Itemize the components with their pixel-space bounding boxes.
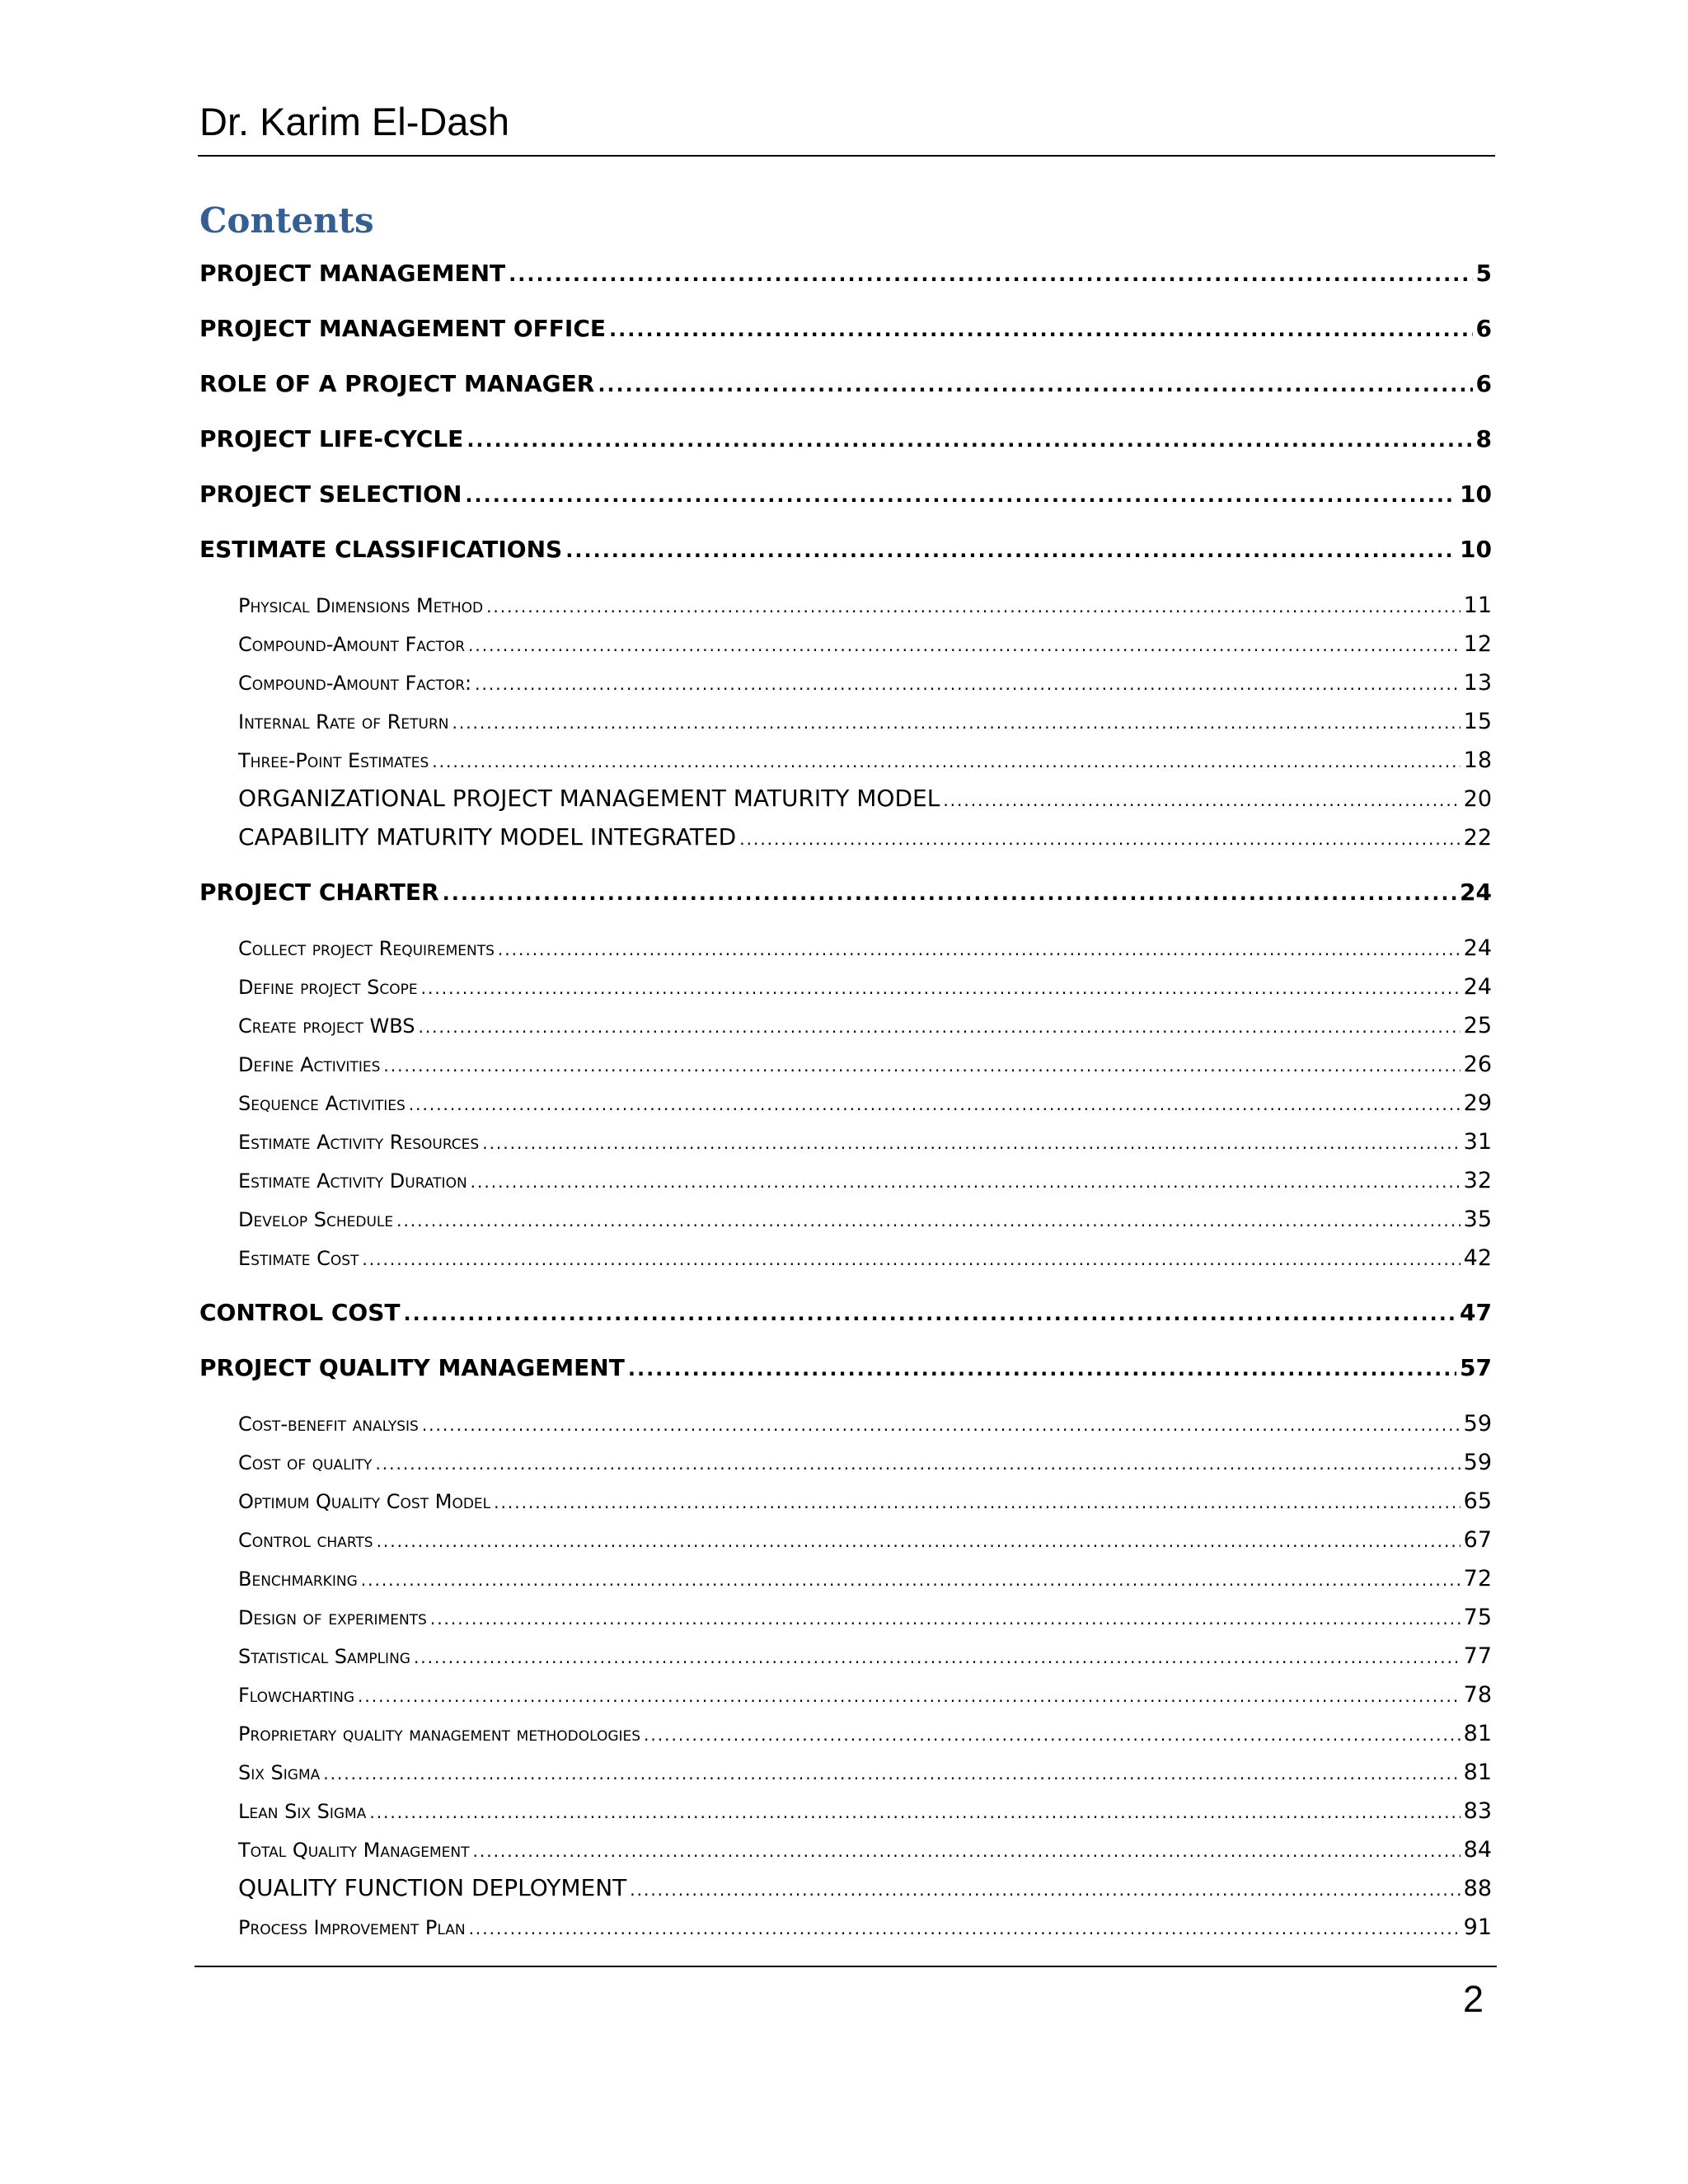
toc-leader-dots	[432, 752, 1460, 771]
toc-entry-project-management[interactable]	[199, 260, 1492, 287]
toc-page-number: 83	[1463, 1798, 1492, 1824]
toc-leader-dots	[494, 1493, 1461, 1512]
toc-entry-flowcharting[interactable]	[199, 1682, 1492, 1708]
toc-entry-project-selection[interactable]	[199, 480, 1492, 508]
toc-entry-design-experiments[interactable]	[199, 1605, 1492, 1630]
toc-leader-dots	[403, 1302, 1456, 1325]
toc-page-number: 65	[1463, 1488, 1492, 1514]
toc-entry-statistical-sampling[interactable]	[199, 1643, 1492, 1669]
toc-entry-title: Compound-Amount Factor:	[238, 672, 472, 695]
toc-leader-dots	[468, 635, 1461, 655]
toc-entry-title: PROJECT MANAGEMENT OFFICE	[199, 315, 606, 342]
toc-entry-three-point[interactable]	[199, 748, 1492, 773]
toc-page-number: 12	[1463, 631, 1492, 657]
toc-leader-dots	[739, 829, 1460, 849]
toc-leader-dots	[452, 713, 1460, 733]
toc-leader-dots	[471, 1172, 1461, 1192]
toc-entry-estimate-resources[interactable]	[199, 1129, 1492, 1155]
toc-entry-cmmi[interactable]	[199, 823, 1492, 851]
toc-entry-title: Define Activities	[238, 1053, 381, 1076]
toc-leader-dots	[498, 940, 1461, 959]
toc-leader-dots	[323, 1764, 1460, 1783]
toc-leader-dots	[361, 1570, 1461, 1590]
toc-entry-title: Compound-Amount Factor	[238, 633, 466, 656]
toc-entry-title: Develop Schedule	[238, 1208, 394, 1231]
toc-leader-dots	[465, 484, 1456, 507]
toc-page-number: 81	[1463, 1721, 1492, 1746]
toc-page-number: 47	[1460, 1299, 1492, 1326]
toc-entry-quality-management[interactable]	[199, 1354, 1492, 1381]
toc-entry-control-charts[interactable]	[199, 1527, 1492, 1553]
toc-leader-dots	[422, 1415, 1461, 1435]
toc-entry-title: Estimate Activity Resources	[238, 1131, 480, 1154]
toc-page-number: 81	[1463, 1760, 1492, 1785]
toc-page-number: 26	[1463, 1052, 1492, 1077]
toc-page-number: 91	[1463, 1915, 1492, 1940]
toc-page-number: 15	[1463, 709, 1492, 734]
toc-page-number: 78	[1463, 1682, 1492, 1708]
toc-leader-dots	[396, 1211, 1461, 1230]
toc-leader-dots	[565, 539, 1456, 562]
toc-leader-dots	[630, 1880, 1460, 1900]
toc-entry-title: Cost of quality	[238, 1451, 373, 1474]
toc-entry-title: PROJECT QUALITY MANAGEMENT	[199, 1354, 625, 1381]
toc-entry-title: PROJECT SELECTION	[199, 480, 462, 508]
toc-entry-life-cycle[interactable]	[199, 425, 1492, 452]
toc-entry-estimate-cost[interactable]	[199, 1245, 1492, 1271]
toc-entry-title: Estimate Cost	[238, 1247, 359, 1270]
toc-entry-cost-of-quality[interactable]	[199, 1450, 1492, 1475]
toc-entry-title: Benchmarking	[238, 1568, 358, 1591]
toc-leader-dots	[943, 790, 1460, 810]
toc-leader-dots	[609, 318, 1473, 341]
toc-page-number: 18	[1463, 748, 1492, 773]
toc-leader-dots	[628, 1357, 1456, 1380]
toc-entry-define-scope[interactable]	[199, 974, 1492, 1000]
toc-entry-pmo[interactable]	[199, 315, 1492, 342]
toc-entry-estimate-duration[interactable]	[199, 1168, 1492, 1193]
toc-page-number: 31	[1463, 1129, 1492, 1155]
toc-page-number: 11	[1463, 593, 1492, 618]
toc-entry-irr[interactable]	[199, 709, 1492, 734]
toc-entry-title: Statistical Sampling	[238, 1645, 410, 1668]
toc-page-number: 10	[1460, 480, 1492, 508]
toc-leader-dots	[377, 1531, 1461, 1551]
toc-entry-project-charter[interactable]	[199, 879, 1492, 906]
toc-entry-title: Cost-benefit analysis	[238, 1413, 419, 1436]
toc-entry-title: Control charts	[238, 1529, 373, 1552]
toc-entry-title: PROJECT MANAGEMENT	[199, 260, 506, 287]
toc-page-number: 72	[1463, 1566, 1492, 1591]
contents-heading: Contents	[199, 200, 374, 241]
toc-page-number: 42	[1463, 1245, 1492, 1271]
toc-leader-dots	[443, 882, 1456, 905]
toc-leader-dots	[362, 1249, 1460, 1269]
toc-page-number: 22	[1463, 825, 1492, 851]
toc-page-number: 20	[1463, 786, 1492, 812]
toc-entry-qfd[interactable]	[199, 1874, 1492, 1901]
toc-leader-dots	[469, 1919, 1461, 1938]
toc-entry-optimum-quality[interactable]	[199, 1488, 1492, 1514]
toc-entry-title: Flowcharting	[238, 1684, 355, 1707]
toc-leader-dots	[644, 1725, 1461, 1745]
toc-page-number: 84	[1463, 1837, 1492, 1863]
toc-entry-title: PROJECT LIFE-CYCLE	[199, 425, 464, 452]
toc-page-number: 88	[1463, 1876, 1492, 1901]
toc-page-number: 29	[1463, 1090, 1492, 1116]
toc-leader-dots	[409, 1094, 1461, 1114]
toc-entry-title: Design of experiments	[238, 1606, 427, 1629]
toc-page-number: 32	[1463, 1168, 1492, 1193]
toc-entry-physical-dimensions[interactable]	[199, 593, 1492, 618]
toc-entry-process-improvement[interactable]	[199, 1915, 1492, 1940]
toc-page-number: 75	[1463, 1605, 1492, 1630]
toc-page-number: 24	[1460, 879, 1492, 906]
toc-entry-title: QUALITY FUNCTION DEPLOYMENT	[238, 1874, 627, 1901]
toc-entry-title: ORGANIZATIONAL PROJECT MANAGEMENT MATURITY MODEL	[238, 785, 940, 812]
toc-page-number: 24	[1463, 935, 1492, 961]
toc-entry-title: Proprietary quality management methodologies	[238, 1722, 641, 1746]
toc-entry-control-cost[interactable]	[199, 1299, 1492, 1326]
toc-leader-dots	[430, 1609, 1461, 1629]
toc-leader-dots	[509, 263, 1472, 286]
toc-leader-dots	[383, 1056, 1460, 1076]
toc-entry-develop-schedule[interactable]	[199, 1207, 1492, 1232]
toc-entry-title: ESTIMATE CLASSIFICATIONS	[199, 536, 563, 563]
toc-leader-dots	[482, 1133, 1460, 1153]
toc-entry-title: ROLE OF A PROJECT MANAGER	[199, 370, 595, 397]
toc-page-number: 5	[1475, 260, 1492, 287]
toc-entry-title: Estimate Activity Duration	[238, 1169, 467, 1193]
toc-page-number: 57	[1460, 1354, 1492, 1381]
toc-entry-title: Total Quality Management	[238, 1839, 470, 1862]
toc-entry-title: Lean Six Sigma	[238, 1800, 367, 1823]
toc-entry-cost-benefit[interactable]	[199, 1411, 1492, 1436]
toc-entry-opm3[interactable]	[199, 785, 1492, 812]
page-header	[198, 97, 1495, 157]
toc-page-number: 59	[1463, 1411, 1492, 1436]
toc-page-number: 8	[1475, 425, 1492, 452]
toc-leader-dots	[467, 429, 1472, 452]
toc-page-number: 35	[1463, 1207, 1492, 1232]
toc-entry-collect-requirements[interactable]	[199, 935, 1492, 961]
toc-entry-lean-six-sigma[interactable]	[199, 1798, 1492, 1824]
toc-entry-title: Process Improvement Plan	[238, 1916, 466, 1939]
toc-leader-dots	[375, 1454, 1460, 1474]
toc-page-number: 77	[1463, 1643, 1492, 1669]
toc-entry-proprietary-methodologies[interactable]	[199, 1721, 1492, 1746]
toc-page-number: 6	[1475, 370, 1492, 397]
toc-leader-dots	[418, 1017, 1460, 1037]
toc-entry-benchmarking[interactable]	[199, 1566, 1492, 1591]
toc-entry-estimate-classifications[interactable]	[199, 536, 1492, 563]
toc-entry-title: Collect project Requirements	[238, 937, 495, 960]
toc-page-number: 24	[1463, 974, 1492, 1000]
toc-leader-dots	[475, 674, 1461, 694]
toc-entry-create-wbs[interactable]	[199, 1013, 1492, 1038]
toc-leader-dots	[358, 1686, 1461, 1706]
toc-entry-tqm[interactable]	[199, 1837, 1492, 1863]
toc-entry-title: Six Sigma	[238, 1761, 321, 1784]
toc-entry-six-sigma[interactable]	[199, 1760, 1492, 1785]
footer-rule	[195, 1966, 1497, 1967]
toc-leader-dots	[473, 1841, 1461, 1861]
toc-entry-compound-amount-2[interactable]	[199, 670, 1492, 696]
toc-page-number: 59	[1463, 1450, 1492, 1475]
toc-page-number: 6	[1475, 315, 1492, 342]
toc-entry-title: Internal Rate of Return	[238, 710, 449, 733]
toc-leader-dots	[414, 1647, 1461, 1667]
toc-leader-dots	[421, 978, 1461, 998]
toc-entry-sequence-activities[interactable]	[199, 1090, 1492, 1116]
toc-leader-dots	[369, 1802, 1460, 1822]
toc-page-number: 67	[1463, 1527, 1492, 1553]
header-author: Dr. Karim El-Dash	[199, 100, 510, 143]
toc-entry-title: Create project WBS	[238, 1015, 415, 1038]
toc-entry-role-pm[interactable]	[199, 370, 1492, 397]
toc-page-number: 10	[1460, 536, 1492, 563]
toc-entry-title: CAPABILITY MATURITY MODEL INTEGRATED	[238, 823, 737, 851]
toc-entry-title: Optimum Quality Cost Model	[238, 1490, 491, 1513]
toc-entry-title: PROJECT CHARTER	[199, 879, 439, 906]
toc-entry-title: Define project Scope	[238, 976, 418, 999]
toc-entry-title: Sequence Activities	[238, 1092, 406, 1115]
toc-entry-define-activities[interactable]	[199, 1052, 1492, 1077]
page-number: 2	[1462, 1978, 1484, 2020]
toc-entry-title: Three-Point Estimates	[238, 749, 429, 772]
toc-leader-dots	[598, 373, 1472, 396]
toc-page-number: 25	[1463, 1013, 1492, 1038]
toc-leader-dots	[486, 597, 1461, 616]
toc-entry-compound-amount[interactable]	[199, 631, 1492, 657]
toc-page-number: 13	[1463, 670, 1492, 696]
toc-entry-title: CONTROL COST	[199, 1299, 401, 1326]
toc-entry-title: Physical Dimensions Method	[238, 594, 484, 617]
